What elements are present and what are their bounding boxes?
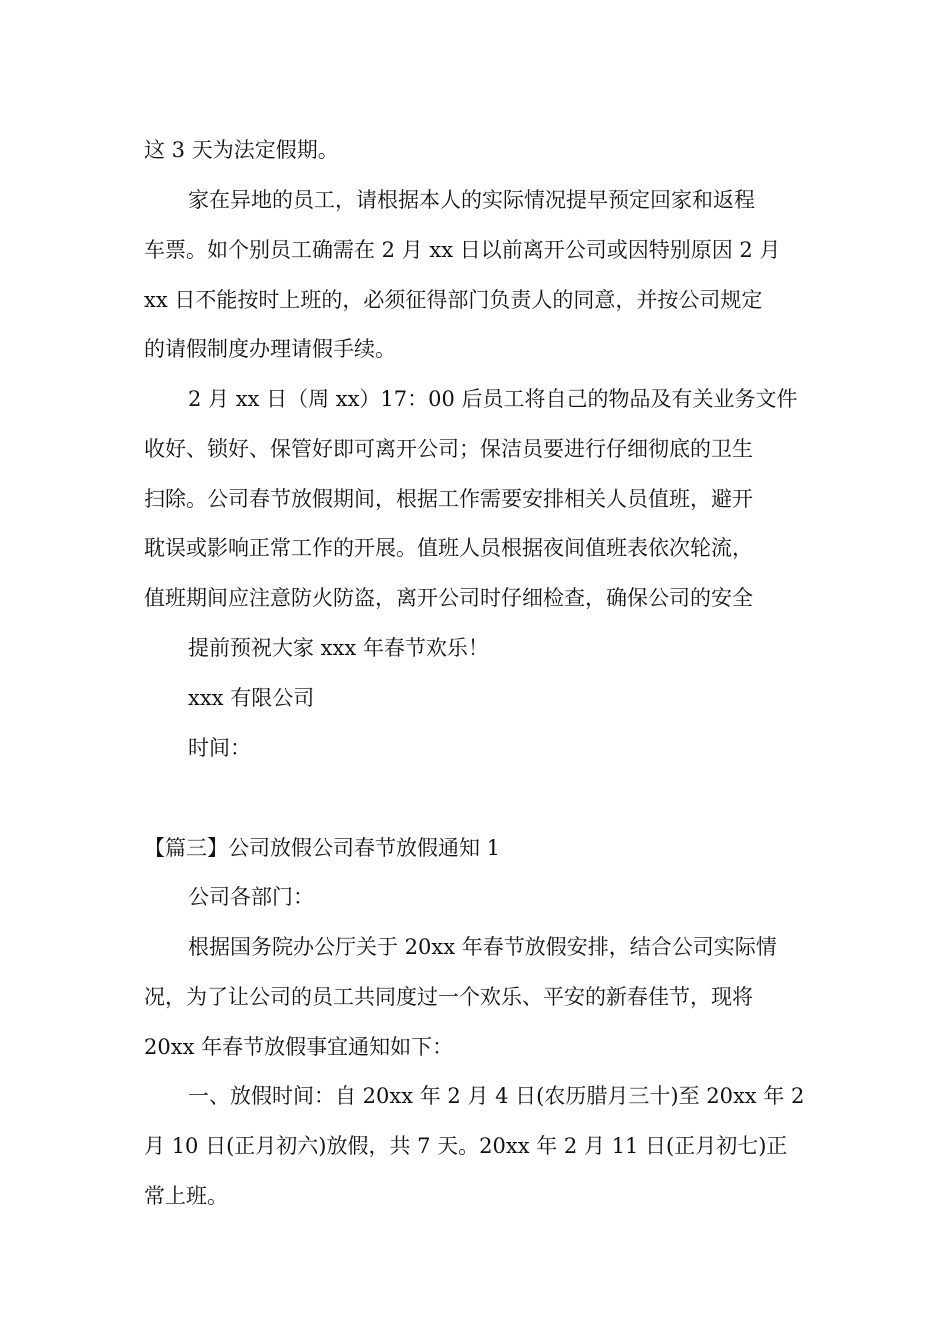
paragraph-line: 这 3 天为法定假期。 [144,138,339,162]
paragraph-line: 常上班。 [144,1184,228,1208]
paragraph-line: 耽误或影响正常工作的开展。值班人员根据夜间值班表依次轮流， [144,536,753,560]
closing-wishes: 提前预祝大家 xxx 年春节欢乐！ [188,636,489,660]
paragraph-line: 月 10 日(正月初六)放假，共 7 天。20xx 年 2 月 11 日(正月初七)正 [144,1134,788,1158]
paragraph-line: 20xx 年春节放假事宜通知如下： [144,1035,454,1059]
section-heading: 【篇三】公司放假公司春节放假通知 1 [144,836,501,860]
paragraph-line: 一、放假时间：自 20xx 年 2 月 4 日(农历腊月三十)至 20xx 年 2 [188,1084,805,1108]
paragraph-line: 根据国务院办公厅关于 20xx 年春节放假安排，结合公司实际情 [188,935,777,959]
salutation: 公司各部门： [188,885,314,909]
paragraph-line: 扫除。公司春节放假期间，根据工作需要安排相关人员值班，避开 [144,487,753,511]
paragraph-line: 况，为了让公司的员工共同度过一个欢乐、平安的新春佳节，现将 [144,985,753,1009]
paragraph-line: 车票。如个别员工确需在 2 月 xx 日以前离开公司或因特别原因 2 月 [144,238,781,262]
paragraph-line: xx 日不能按时上班的，必须征得部门负责人的同意，并按公司规定 [144,288,763,312]
paragraph-line: 2 月 xx 日（周 xx）17：00 后员工将自己的物品及有关业务文件 [188,387,798,411]
date-label: 时间： [188,736,251,760]
paragraph-line: 的请假制度办理请假手续。 [144,337,396,361]
company-signature: xxx 有限公司 [188,686,315,710]
paragraph-line: 家在异地的员工，请根据本人的实际情况提早预定回家和返程 [188,188,755,212]
paragraph-line: 值班期间应注意防火防盗，离开公司时仔细检查，确保公司的安全 [144,586,753,610]
paragraph-line: 收好、锁好、保管好即可离开公司；保洁员要进行仔细彻底的卫生 [144,437,753,461]
